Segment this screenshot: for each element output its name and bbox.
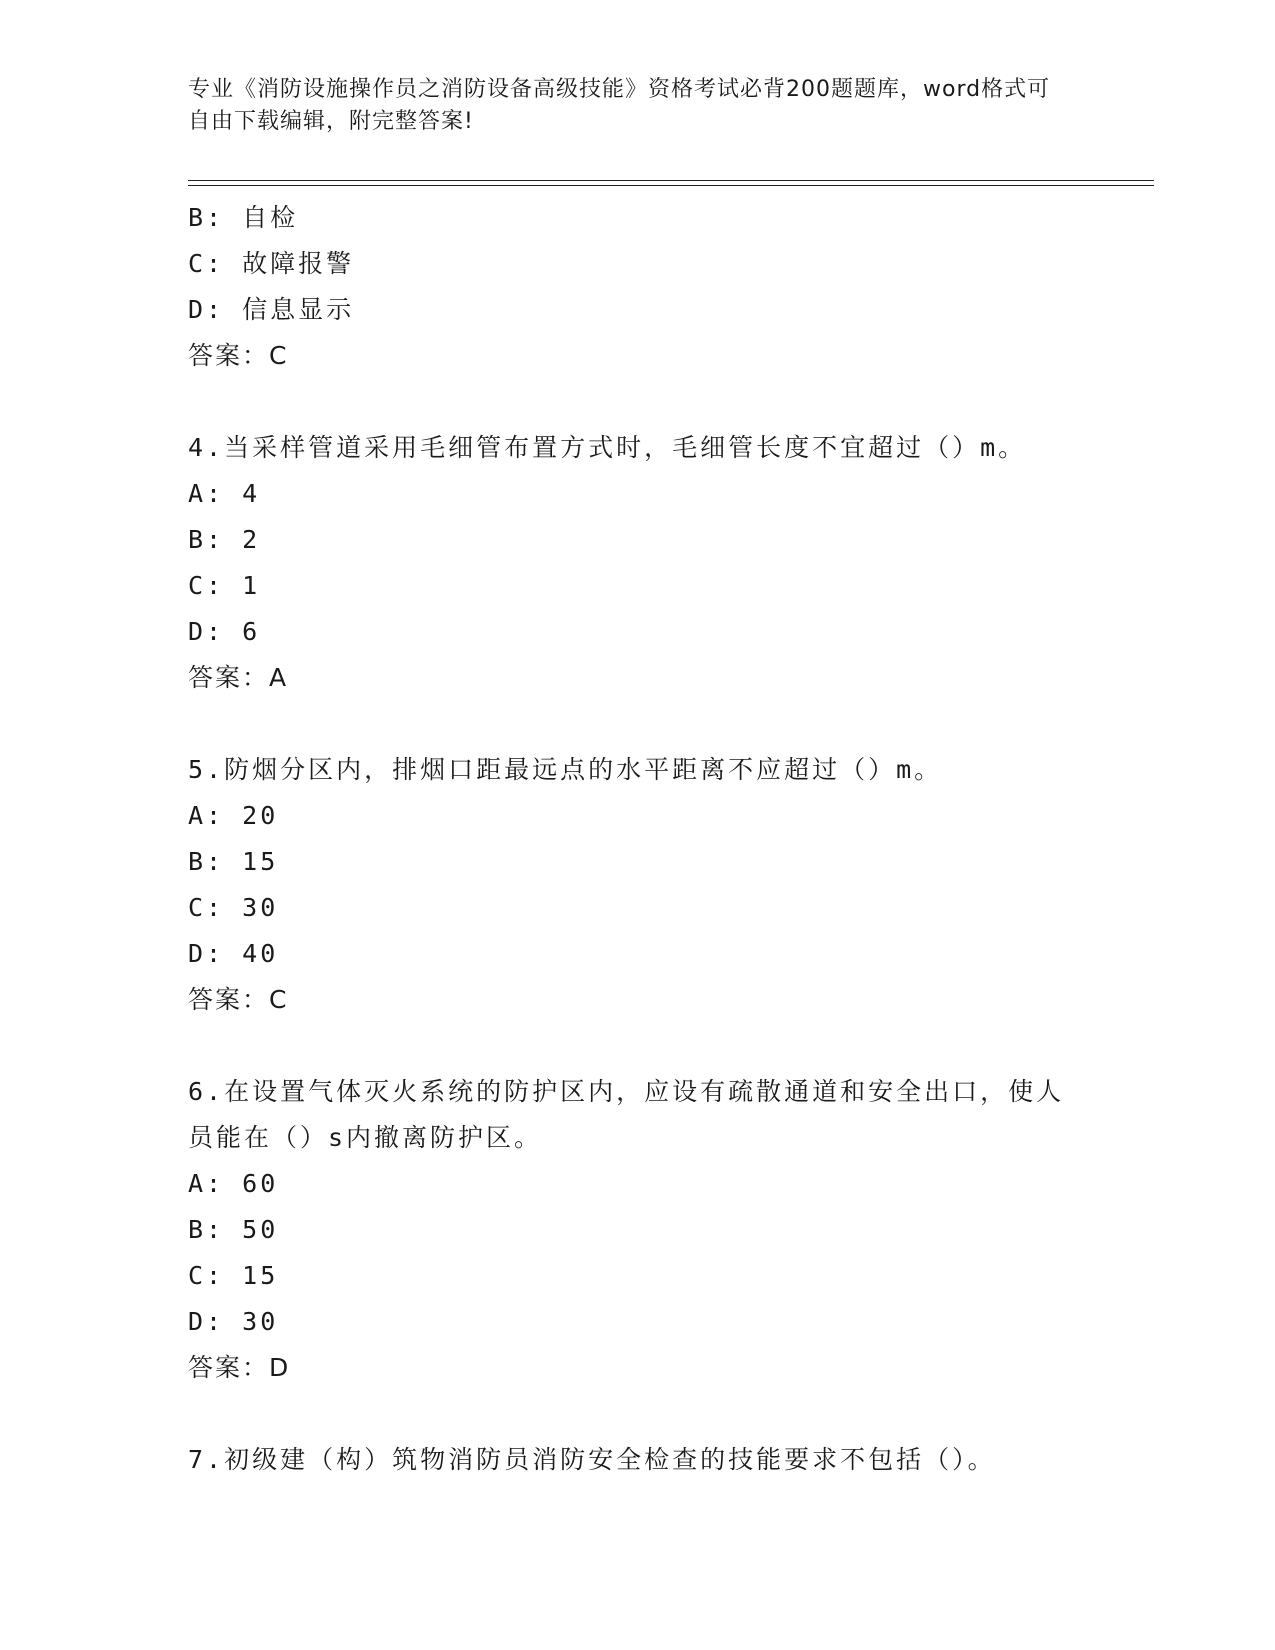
answer-line: 答案：C [188, 985, 289, 1014]
question-6 [188, 1069, 1088, 1391]
document-header: 专业《消防设施操作员之消防设备高级技能》资格考试必背200题题库，word格式可自由下载编辑，附完整答案! [188, 77, 1051, 134]
option-a: A: 60 [188, 1169, 279, 1198]
option-c: C: 1 [188, 571, 261, 600]
option-d: D: 6 [188, 617, 261, 646]
answer-line: 答案：C [188, 341, 289, 370]
option-a: A: 20 [188, 801, 279, 830]
answer-line: 答案：A [188, 663, 289, 692]
question-4 [188, 425, 1088, 701]
option-c: C: 15 [188, 1261, 279, 1290]
question-text: 4.当采样管道采用毛细管布置方式时，毛细管长度不宜超过（）m。 [188, 433, 1027, 462]
header-divider-top [188, 180, 1154, 181]
question-5 [188, 747, 1088, 1023]
option-b: B: 15 [188, 847, 279, 876]
question-3-continuation [188, 195, 1088, 379]
option-d: D: 信息显示 [188, 295, 355, 324]
question-text: 7.初级建（构）筑物消防员消防安全检查的技能要求不包括（）。 [188, 1445, 996, 1474]
option-b: B: 50 [188, 1215, 279, 1244]
option-c: C: 30 [188, 893, 279, 922]
option-c: C: 故障报警 [188, 249, 355, 278]
question-text: 6.在设置气体灭火系统的防护区内，应设有疏散通道和安全出口，使人员能在（）s内撤离防护区。 [188, 1077, 1065, 1152]
option-d: D: 40 [188, 939, 279, 968]
option-d: D: 30 [188, 1307, 279, 1336]
spacer [188, 701, 1088, 747]
spacer [188, 1391, 1088, 1437]
option-b: B: 自检 [188, 203, 299, 232]
spacer [188, 1023, 1088, 1069]
header-divider-bottom [188, 185, 1154, 186]
answer-line: 答案：D [188, 1353, 291, 1382]
document-body [188, 195, 1088, 1483]
option-a: A: 4 [188, 479, 261, 508]
question-text: 5.防烟分区内，排烟口距最远点的水平距离不应超过（）m。 [188, 755, 943, 784]
spacer [188, 379, 1088, 425]
question-7 [188, 1437, 1088, 1483]
option-b: B: 2 [188, 525, 261, 554]
